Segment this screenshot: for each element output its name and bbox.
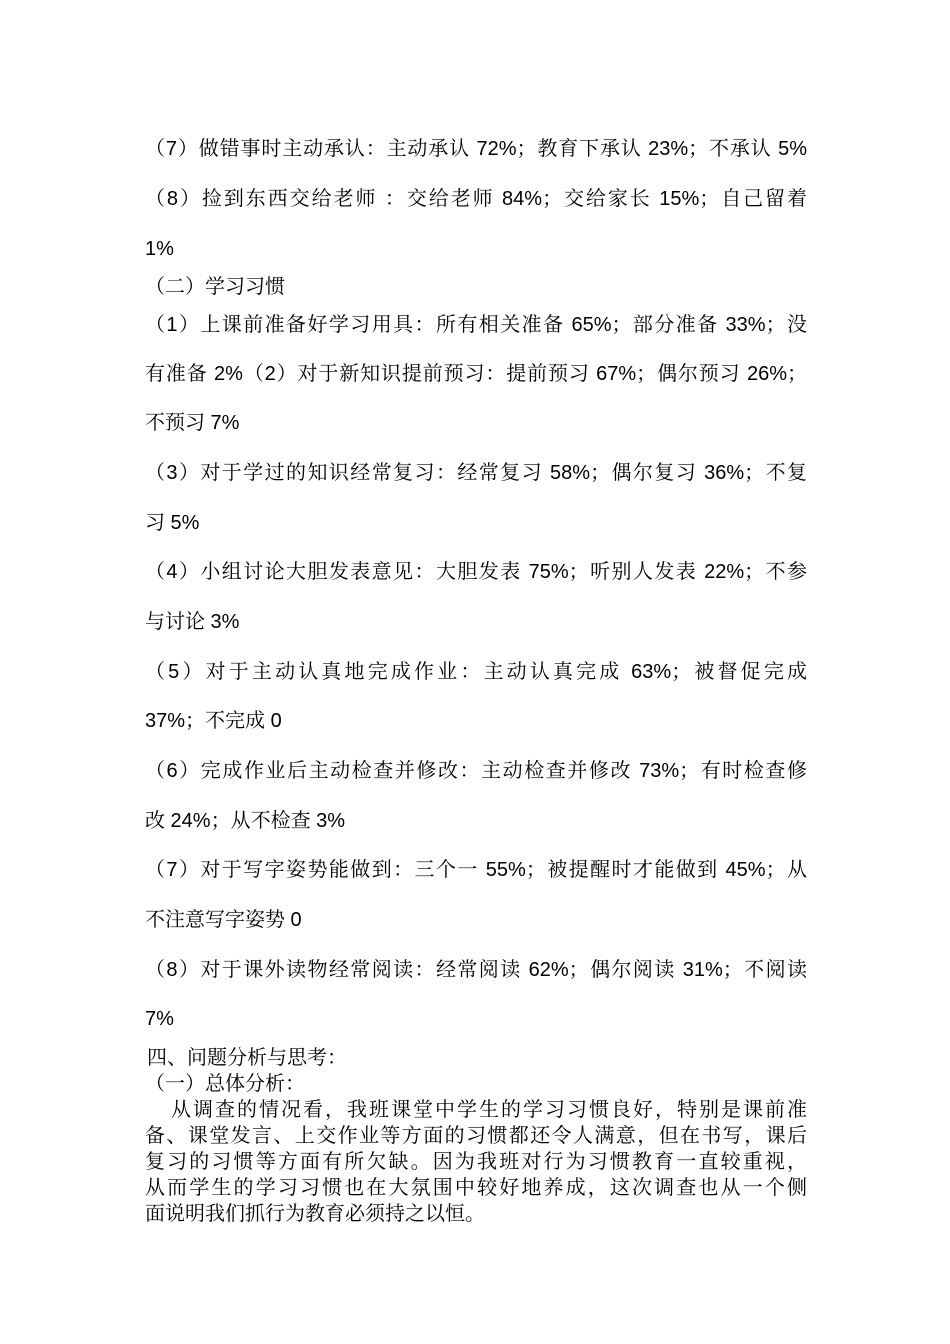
study-item-1-line-1: （1）上课前准备好学习用具：所有相关准备 65%；部分准备 33%；没 [145, 314, 807, 336]
analysis-paragraph-line-1: 从调查的情况看，我班课堂中学生的学习习惯良好，特别是课前准 [171, 1097, 807, 1121]
analysis-paragraph-line-5: 面说明我们抓行为教育必须持之以恒。 [145, 1201, 485, 1225]
study-item-8-line-1: （8）对于课外读物经常阅读：经常阅读 62%；偶尔阅读 31%；不阅读 [145, 959, 807, 981]
moral-item-7: （7）做错事时主动承认：主动承认 72%；教育下承认 23%；不承认 5% [145, 138, 807, 160]
analysis-paragraph-line-4: 从而学生的学习习惯也在大氛围中较好地养成，这次调查也从一个侧 [145, 1175, 807, 1199]
study-item-4-line-1: （4）小组讨论大胆发表意见：大胆发表 75%；听别人发表 22%；不参 [145, 561, 807, 583]
study-item-4-line-2: 与讨论 3% [145, 611, 240, 633]
study-item-7-line-1: （7）对于写字姿势能做到：三个一 55%；被提醒时才能做到 45%；从 [145, 859, 807, 881]
study-item-2-line-3: 不预习 7% [145, 412, 240, 434]
moral-item-8-line-1: （8）捡到东西交给老师 ：交给老师 84%；交给家长 15%；自己留着 [145, 188, 807, 210]
study-habits-heading: （二）学习习惯 [145, 276, 285, 298]
study-item-6-line-2: 改 24%；从不检查 3% [145, 810, 346, 832]
study-item-5-line-2: 37%；不完成 0 [145, 710, 282, 732]
moral-item-8-line-2: 1% [145, 238, 174, 260]
analysis-subheading: （一）总体分析： [145, 1071, 305, 1095]
study-item-8-line-2: 7% [145, 1008, 174, 1030]
analysis-heading: 四、问题分析与思考： [147, 1045, 347, 1069]
study-item-3-line-1: （3）对于学过的知识经常复习：经常复习 58%；偶尔复习 36%；不复 [145, 462, 807, 484]
study-item-5-line-1: （5）对于主动认真地完成作业：主动认真完成 63%；被督促完成 [145, 661, 807, 683]
study-item-6-line-1: （6）完成作业后主动检查并修改：主动检查并修改 73%；有时检查修 [145, 760, 807, 782]
analysis-paragraph-line-3: 复习的习惯等方面有所欠缺。因为我班对行为习惯教育一直较重视， [145, 1149, 807, 1173]
analysis-paragraph-line-2: 备、课堂发言、上交作业等方面的习惯都还令人满意，但在书写，课后 [145, 1123, 807, 1147]
study-item-1-line-2: 有准备 2%（2）对于新知识提前预习：提前预习 67%；偶尔预习 26%； [145, 363, 807, 385]
study-item-7-line-2: 不注意写字姿势 0 [145, 909, 302, 931]
study-item-3-line-2: 习 5% [145, 512, 200, 534]
